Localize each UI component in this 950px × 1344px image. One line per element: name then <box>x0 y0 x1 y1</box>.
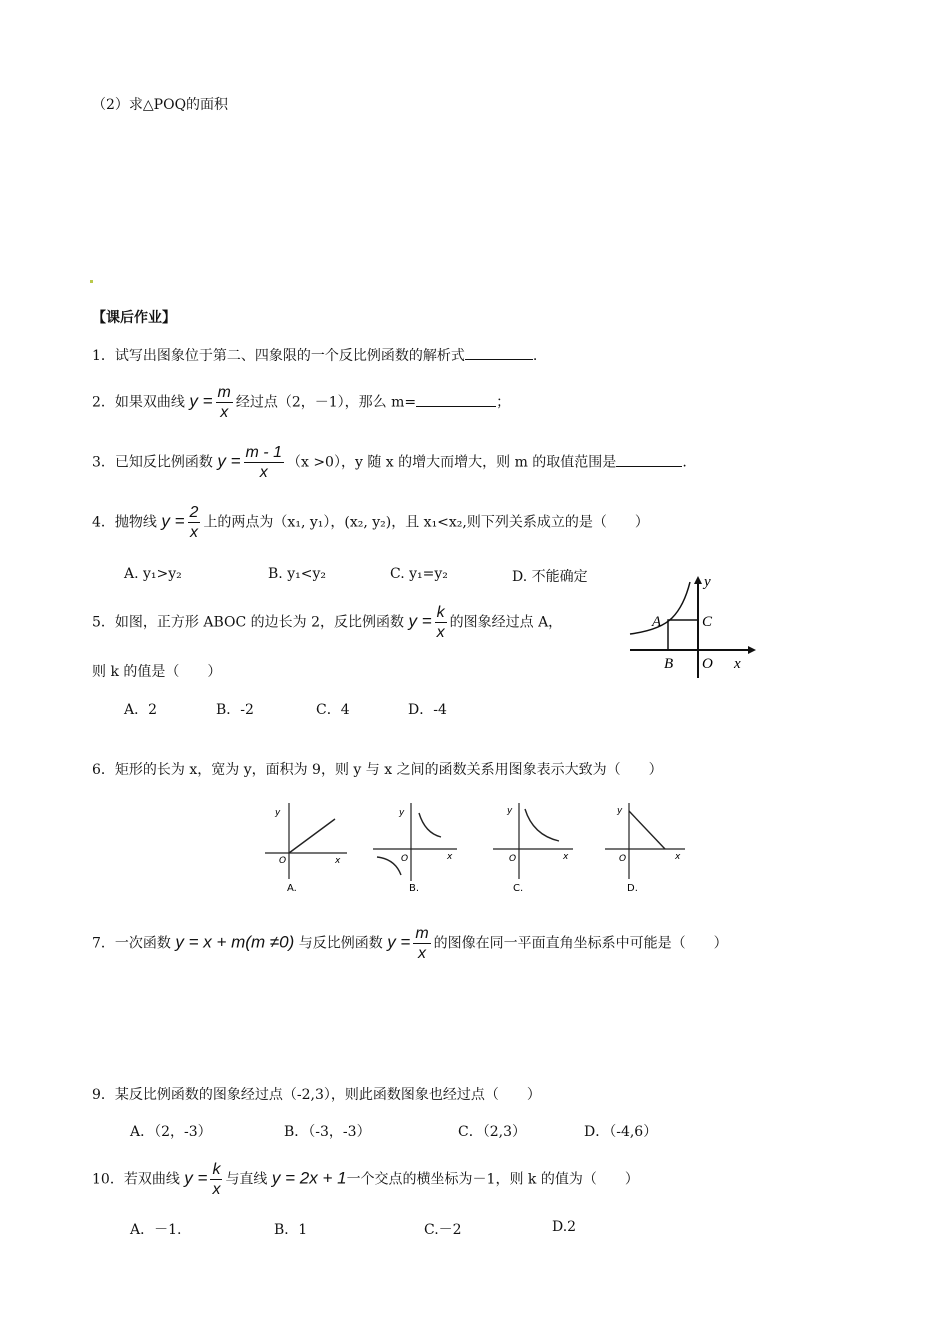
fraction <box>413 924 430 963</box>
option-b: B．1 <box>274 1222 308 1238</box>
question-5-text: 5．如图，正方形 ABOC 的边长为 2，反比例函数 <box>92 614 405 631</box>
label-c: C <box>702 614 713 630</box>
denominator: x <box>212 1181 221 1198</box>
option-d: D．-4 <box>408 702 447 718</box>
graph-a <box>265 803 347 894</box>
numerator: k <box>212 1161 221 1178</box>
denominator: x <box>220 404 229 421</box>
numerator: k <box>436 604 445 621</box>
question-10 <box>92 1160 639 1199</box>
question-2-tail: ； <box>496 394 511 411</box>
question-2-text-post: 经过点（2，－1），那么 m= <box>235 394 417 411</box>
formula-lhs: y = <box>387 932 411 952</box>
label-y: y <box>704 574 711 590</box>
formula-lhs: y = <box>217 451 241 471</box>
label-y: y <box>507 806 513 816</box>
question-6-graphs <box>255 795 695 895</box>
option-a: A．（2，-3） <box>130 1124 212 1140</box>
denominator: x <box>418 945 426 962</box>
label-x: x <box>675 852 681 862</box>
label-y: y <box>617 806 623 816</box>
option-d: D.2 <box>552 1219 577 1235</box>
stray-dot <box>90 280 93 283</box>
question-5 <box>92 603 562 642</box>
label-o: O <box>401 854 409 864</box>
fraction <box>216 383 233 422</box>
graph-b <box>373 803 457 894</box>
question-3-text-post: （x >0），y 随 x 的增大而增大，则 m 的取值范围是 <box>286 454 617 471</box>
option-b: B. y₁<y₂ <box>268 566 326 582</box>
question-7 <box>92 924 728 963</box>
question-3-tail: . <box>682 454 687 471</box>
answer-blank <box>416 392 496 407</box>
label-o: O <box>619 854 627 864</box>
fraction <box>244 443 284 482</box>
option-a: A．－1. <box>130 1222 182 1238</box>
part2-question: （2）求△POQ的面积 <box>92 97 229 113</box>
label-x: x <box>335 856 341 866</box>
question-7-text: 7．一次函数 <box>92 935 171 952</box>
option-b: B．（-3，-3） <box>284 1124 371 1140</box>
question-7-text-mid: 与反比例函数 <box>298 935 383 952</box>
question-4-text-post: 上的两点为（x₁, y₁），(x₂, y₂)，且 x₁<x₂,则下列关系成立的是（ ） <box>203 514 649 531</box>
fraction <box>210 1160 222 1199</box>
graph-d <box>605 803 685 894</box>
graph-label-d: D. <box>627 883 638 894</box>
linear-function: y = x + m(m ≠0) <box>175 932 295 952</box>
curve-q1 <box>419 813 441 837</box>
option-b: B．-2 <box>216 702 254 718</box>
question-2-text: 2．如果双曲线 <box>92 394 185 411</box>
label-x: x <box>563 852 569 862</box>
question-9: 9．某反比例函数的图象经过点（-2,3），则此函数图象也经过点（ ） <box>92 1087 541 1103</box>
label-o: O <box>702 656 713 672</box>
option-c: C. y₁=y₂ <box>390 566 448 582</box>
question-5-line2: 则 k 的值是（ ） <box>92 664 222 680</box>
answer-blank <box>465 345 533 360</box>
denominator: x <box>189 524 198 541</box>
denominator: x <box>436 624 445 641</box>
fraction <box>435 603 447 642</box>
question-10-text-post: 一个交点的横坐标为－1，则 k 的值为（ ） <box>346 1171 639 1188</box>
formula-lhs: y = <box>184 1168 208 1188</box>
question-2 <box>92 383 510 422</box>
numerator: m - 1 <box>245 444 282 461</box>
option-d: D．（-4,6） <box>584 1124 658 1140</box>
curve-q3 <box>377 857 401 875</box>
question-4 <box>92 503 649 542</box>
question-7-text-post: 的图像在同一平面直角坐标系中可能是（ ） <box>433 935 728 952</box>
option-a: A．2 <box>124 702 158 718</box>
numerator: 2 <box>189 504 199 521</box>
question-5-text-post: 的图象经过点 A， <box>449 614 563 631</box>
question-1-tail: . <box>532 348 538 364</box>
linear-function: y = 2x + 1 <box>271 1168 347 1188</box>
question-3 <box>92 443 687 482</box>
graph-label-c: C. <box>513 883 524 894</box>
label-b: B <box>664 656 674 672</box>
option-c: C．4 <box>316 702 350 718</box>
formula-lhs: y = <box>161 511 185 531</box>
graph-label-a: A. <box>287 883 297 894</box>
label-o: O <box>509 854 517 864</box>
numerator: m <box>415 925 429 942</box>
answer-blank <box>616 452 682 467</box>
question-3-text: 3．已知反比例函数 <box>92 454 213 471</box>
question-4-text: 4．抛物线 <box>92 514 157 531</box>
option-c: C.－2 <box>424 1222 462 1238</box>
question-1 <box>92 345 537 366</box>
label-y: y <box>399 808 405 818</box>
square-figure <box>620 570 760 682</box>
question-6: 6．矩形的长为 x，宽为 y，面积为 9，则 y 与 x 之间的函数关系用图象表示大致为（ ） <box>92 762 663 778</box>
line-graph <box>289 819 335 853</box>
label-a: A <box>652 614 662 630</box>
question-1-text: 1．试写出图象位于第二、四象限的一个反比例函数的解析式 <box>92 348 465 364</box>
curve-q1 <box>525 809 559 841</box>
option-d: D. 不能确定 <box>512 569 588 585</box>
formula-lhs: y = <box>189 391 213 411</box>
question-10-text-mid: 与直线 <box>225 1171 268 1188</box>
formula-lhs: y = <box>408 611 432 631</box>
graph-c <box>493 803 573 894</box>
line-graph <box>629 811 665 849</box>
section-title: 【课后作业】 <box>92 310 176 326</box>
graph-label-b: B. <box>409 883 420 894</box>
option-c: C．（2,3） <box>458 1124 526 1140</box>
label-x: x <box>447 852 453 862</box>
square-aboc <box>668 620 698 650</box>
option-a: A. y₁>y₂ <box>124 566 182 582</box>
label-o: O <box>279 856 287 866</box>
label-y: y <box>275 808 281 818</box>
question-10-text: 10．若双曲线 <box>92 1171 180 1188</box>
y-axis-arrow <box>694 576 702 584</box>
numerator: m <box>217 384 231 401</box>
denominator: x <box>259 464 268 481</box>
fraction <box>188 503 201 542</box>
label-x: x <box>734 656 741 672</box>
x-axis-arrow <box>748 646 756 654</box>
